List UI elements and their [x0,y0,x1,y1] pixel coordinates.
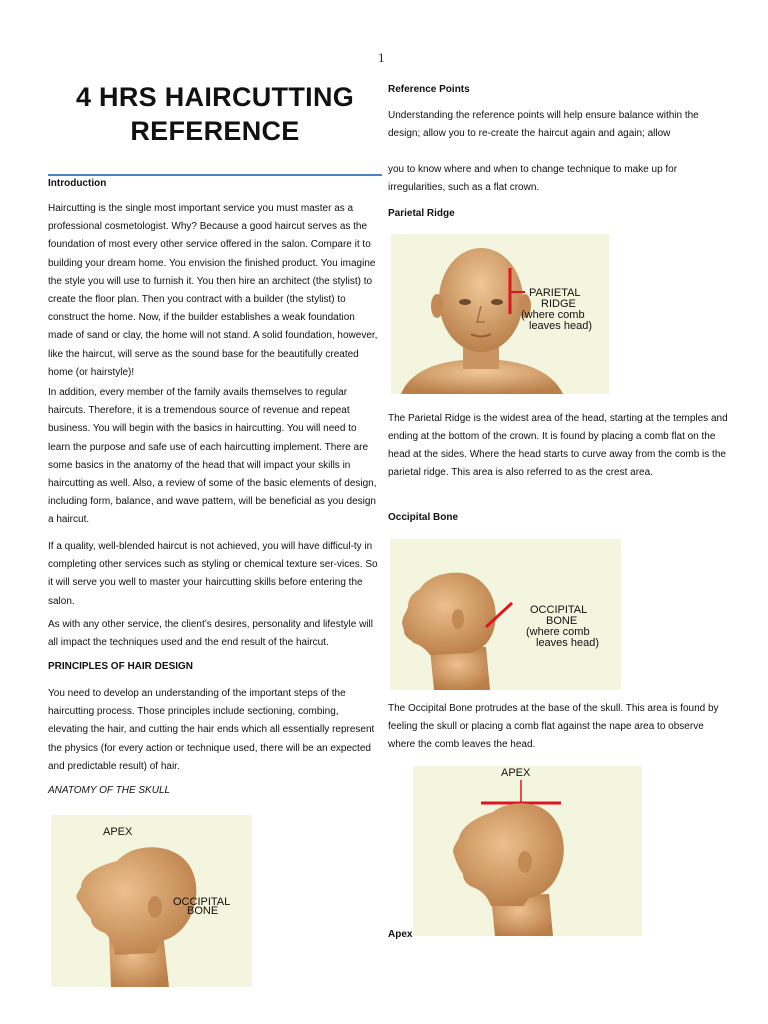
head-shape [402,573,496,655]
where-comb-label: (where comb [521,309,585,321]
anatomy-caption: ANATOMY OF THE SKULL [48,785,171,796]
reference-paragraph-b: you to know where and when to change technique to make up for irregularities, such as a flat crown. [388,164,678,194]
side-head-illustration [390,539,621,690]
occipital-label: OCCIPITAL [530,604,588,616]
apex-heading: Apex [388,929,413,940]
reference-paragraph-a: Understanding the reference points will help ensure balance within the design; allow you to re-create the haircut again and again; allow [388,110,699,140]
right-eye-shape [491,299,503,305]
paragraph-quality-haircut: If a quality, well-blended haircut is not achieved, you will have difficul-ty in completing other services such as styling or chemical texture ser-vices. So it will serve you well to master your haircutting skills before entering the salon. [48,541,378,607]
front-head-illustration [391,234,609,394]
bone-label: BONE [546,615,578,627]
leaves-head-label: leaves head) [536,637,599,649]
parietal-ridge-heading: Parietal Ridge [388,208,455,219]
paragraph-family-haircuts: In addition, every member of the family avails themselves to regular haircuts. Therefore, it is a tremendous source of revenue and repeat business. You will begin with the basics in haircutting. You will need to learn the purpose and safe use of each haircutting implement. There are some basics in the anatomy of the head that will impact your skills in haircutting as well. Also, a review of some of the basic elements of design, including form, balance, and wave pattern, will be beneficial as you design a haircut. [48,387,377,526]
head-shape [453,803,564,906]
occipital-bone-figure [390,539,621,690]
introduction-heading: Introduction [48,178,107,189]
occipital-paragraph: The Occipital Bone protrudes at the base of the skull. This area is found by feeling the skull or placing a comb flat against the nape area to observe where the comb leaves the head. [388,703,719,751]
occipital-bone-heading: Occipital Bone [388,512,459,523]
left-ear-shape [431,294,443,318]
left-eye-shape [459,299,471,305]
apex-label: APEX [501,767,531,779]
ridge-label: RIDGE [541,298,576,310]
leaves-head-label: leaves head) [529,320,592,332]
principles-heading: PRINCIPLES OF HAIR DESIGN [48,661,194,672]
apex-figure [413,766,642,936]
parietal-label: PARIETAL [529,287,581,299]
apex-head-illustration [413,766,642,936]
ear-shape [518,851,532,873]
apex-label: APEX [103,826,133,838]
occipital-label: OCCIPITAL [173,896,231,908]
parietal-ridge-figure [391,234,609,394]
skull-profile-illustration [51,815,252,987]
anatomy-skull-figure [51,815,252,987]
page-title: 4 HRS HAIRCUTTING REFERENCE [75,82,355,146]
ear-shape [148,896,162,918]
reference-points-heading: Reference Points [388,84,470,95]
bone-label: BONE [187,905,219,917]
where-comb-label: (where comb [526,626,590,638]
title-divider [48,174,382,176]
ear-shape [452,609,464,629]
paragraph-client-desires: As with any other service, the client’s desires, personality and lifestyle will all impact the techniques used and the end result of the haircut. [48,619,373,649]
principles-paragraph: You need to develop an understanding of the important steps of the haircutting process. Those principles include sectioning, combing, elevating the hair, and cutting the hair ends which all essentially represent the physics (for every action or technique used, there will be an expected and predictable result) of hair. [48,688,375,772]
page-number: 1 [378,50,385,65]
intro-paragraph: Haircutting is the single most important service you must master as a professional cosmetologist. Why? Because a good haircut serves as the foundation of most every other service offered in the salon. Compare it to building your dream home. You envision the finished product. You imagine the style you will use to furnish it. You then hire an architect (the stylist) to create the floor plan. Then you contract with a builder (the stylist) to construct the home. Now, if the builder establishes a weak foundation made of sand or clay, the home will not stand. A solid foundation, however, like the haircut, will serve as the sound base for the beautifully created home (or hairstyle)! [48,203,378,378]
parietal-paragraph: The Parietal Ridge is the widest area of the head, starting at the temples and ending at the bottom of the crown. It is found by placing a comb flat on the head at the sides. Where the head starts to curve away from the comb is the parietal ridge. This area is also referred to as the crest area. [388,413,728,479]
